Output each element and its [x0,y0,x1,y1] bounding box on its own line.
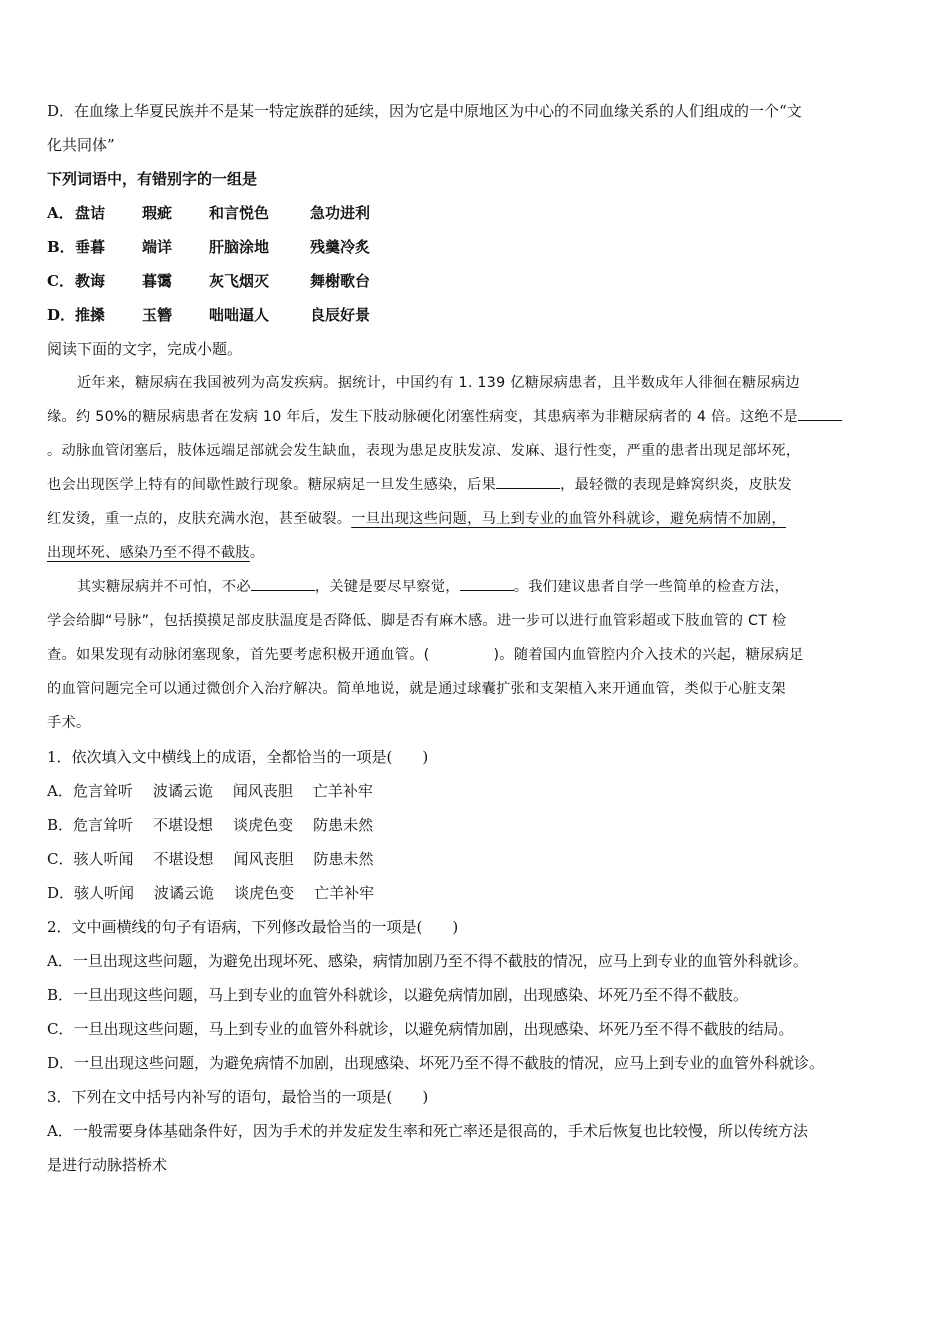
option-idiom: 骇人听闻 [74,884,135,902]
option-word: 急功进利 [310,204,371,222]
option-word: 和言悦色 [209,204,270,222]
option-word: 暮霭 [142,272,173,290]
question-2-option-b[interactable] [47,978,905,1012]
underlined-sentence: 出现坏死、感染乃至不得不截肢 [47,545,250,561]
option-idiom: 亡羊补牢 [312,782,373,800]
question-1-option-d[interactable] [47,876,905,910]
option-word: 灰飞烟灭 [209,272,270,290]
option-idiom: 不堪设想 [153,850,214,868]
question-1-stem: 1．依次填入文中横线上的成语，全都恰当的一项是( ) [47,748,429,766]
passage-p1-line5 [47,502,905,536]
option-idiom: 亡羊补牢 [314,884,375,902]
option-idiom: 闻风丧胆 [233,850,294,868]
option-text: 一旦出现这些问题，马上到专业的血管外科就诊，以避免病情加剧，出现感染、坏死乃至不得不截肢的结局。 [73,1020,794,1038]
option-text: 一旦出现这些问题，马上到专业的血管外科就诊，以避免病情加剧，出现感染、坏死乃至不得不截肢。 [73,986,749,1004]
option-key: A． [47,782,73,800]
question-2-option-c[interactable] [47,1012,905,1046]
passage-text: 。我们建议患者自学一些简单的检查方法， [513,579,790,595]
passage-p2-line4: 的血管问题完全可以通过微创介入治疗解决。简单地说，就是通过球囊扩张和支架植入来开通血管，类似于心脏支架 [47,681,786,697]
option-key: D． [47,884,75,902]
question-1-option-b[interactable] [47,808,905,842]
question-1-option-a[interactable] [47,774,905,808]
option-idiom: 防患未然 [313,816,374,834]
passage-text: 查。如果发现有动脉闭塞现象，首先要考虑积极开通血管。( [47,647,430,663]
option-idiom: 闻风丧胆 [232,782,293,800]
typo-option-d[interactable] [47,298,905,332]
question-3-option-a-line2[interactable]: 是进行动脉搭桥术 [47,1156,168,1174]
passage-p1-line2 [47,400,905,434]
option-key: C． [47,1020,74,1038]
option-word: 推搡 [75,306,106,324]
option-idiom: 危言耸听 [72,782,133,800]
option-key: C． [47,272,74,290]
typo-option-a[interactable] [47,196,905,230]
passage-p2-line2: 学会给脚“号脉”，包括摸摸足部皮肤温度是否降低、脚是否有麻木感。进一步可以进行血管彩超或下肢血管的 CT 检 [47,613,787,629]
option-idiom: 不堪设想 [153,816,214,834]
option-word: 良辰好景 [310,306,371,324]
passage-p1-line3: 。动脉血管闭塞后，肢体远端足部就会发生缺血，表现为患足皮肤发凉、发麻、退行性变，严重的患者出现足部坏死， [47,443,801,459]
typo-option-b[interactable] [47,230,905,264]
passage-text: 缘。约 50%的糖尿病患者在发病 10 年后，发生下肢动脉硬化闭塞性病变，其患病率为非糖尿病者的 4 倍。这绝不是 [47,409,798,425]
option-idiom: 波谲云诡 [154,884,215,902]
option-word: 舞榭歌台 [310,272,371,290]
passage-p2-line1 [47,570,905,604]
option-word: 残羹冷炙 [310,238,371,256]
option-word: 玉簪 [142,306,173,324]
question-3-option-a-line1[interactable]: A．一般需要身体基础条件好，因为手术的并发症发生率和死亡率还是很高的，手术后恢复也比较慢，所以传统方法 [47,1122,808,1140]
option-idiom: 波谲云诡 [152,782,213,800]
option-word: 盘诘 [75,204,106,222]
option-key: A． [47,952,73,970]
option-text: 一旦出现这些问题，为避免出现坏死、感染，病情加剧乃至不得不截肢的情况，应马上到专业的血管外科就诊。 [72,952,808,970]
reading-instruction: 阅读下面的文字，完成小题。 [47,340,243,358]
passage-text: 也会出现医学上特有的间歇性跛行现象。糖尿病足一旦发生感染，后果 [47,477,497,493]
typo-question-stem: 下列词语中，有错别字的一组是 [47,170,258,188]
option-key: D． [47,306,76,324]
option-key: B． [47,986,74,1004]
passage-p2-line3 [47,638,905,672]
option-key: B． [47,238,75,256]
option-key: D． [47,1054,75,1072]
passage-text: 其实糖尿病并不可怕，不必 [77,579,251,595]
passage-p1-line6 [47,536,905,570]
option-idiom: 防患未然 [313,850,374,868]
passage-p1-line1: 近年来，糖尿病在我国被列为高发疾病。据统计，中国约有 1. 139 亿糖尿病患者，且半数成年人徘徊在糖尿病边 [77,375,800,391]
passage-p1-line4 [47,468,905,502]
passage-text: ，关键是要尽早察觉， [314,579,460,595]
passage-text: 。 [249,545,265,561]
option-key: C． [47,850,74,868]
passage-p2-line5: 手术。 [47,715,91,731]
typo-option-c[interactable] [47,264,905,298]
exam-page [47,94,905,1182]
underlined-sentence: 一旦出现这些问题，马上到专业的血管外科就诊，避免病情不加剧， [351,511,786,527]
question-1-option-c[interactable] [47,842,905,876]
fill-blank-3 [251,572,315,591]
question-2-stem: 2．文中画横线的句子有语病，下列修改最恰当的一项是( ) [47,918,459,936]
passage-text: )。随着国内血管腔内介入技术的兴起，糖尿病足 [493,647,804,663]
question-2-option-d[interactable] [47,1046,905,1080]
passage-text: 红发烫，重一点的，皮肤充满水泡，甚至破裂。 [47,511,352,527]
prev-option-d-line2: 化共同体” [47,136,115,154]
option-word: 瑕疵 [142,204,173,222]
fill-blank-4 [460,572,514,591]
option-word: 教诲 [75,272,106,290]
passage-text: ，最轻微的表现是蜂窝织炎，皮肤发 [560,477,792,493]
option-word: 肝脑涂地 [209,238,270,256]
option-text: 一旦出现这些问题，为避免病情不加剧，出现感染、坏死乃至不得不截肢的情况，应马上到专业的血管外科就诊。 [74,1054,825,1072]
option-idiom: 骇人听闻 [73,850,134,868]
option-key: A． [47,204,74,222]
option-key: B． [47,816,74,834]
option-word: 端详 [142,238,173,256]
prev-option-d-line1: D．在血缘上华夏民族并不是某一特定族群的延续，因为它是中原地区为中心的不同血缘关系的人们组成的一个“文 [47,102,802,120]
question-2-option-a[interactable] [47,944,905,978]
fill-blank-1 [798,402,842,421]
option-idiom: 谈虎色变 [234,884,295,902]
question-3-stem: 3．下列在文中括号内补写的语句，最恰当的一项是( ) [47,1088,429,1106]
option-idiom: 谈虎色变 [233,816,294,834]
fill-blank-2 [496,470,560,489]
option-word: 垂暮 [75,238,106,256]
option-idiom: 危言耸听 [73,816,134,834]
option-word: 咄咄逼人 [209,306,270,324]
